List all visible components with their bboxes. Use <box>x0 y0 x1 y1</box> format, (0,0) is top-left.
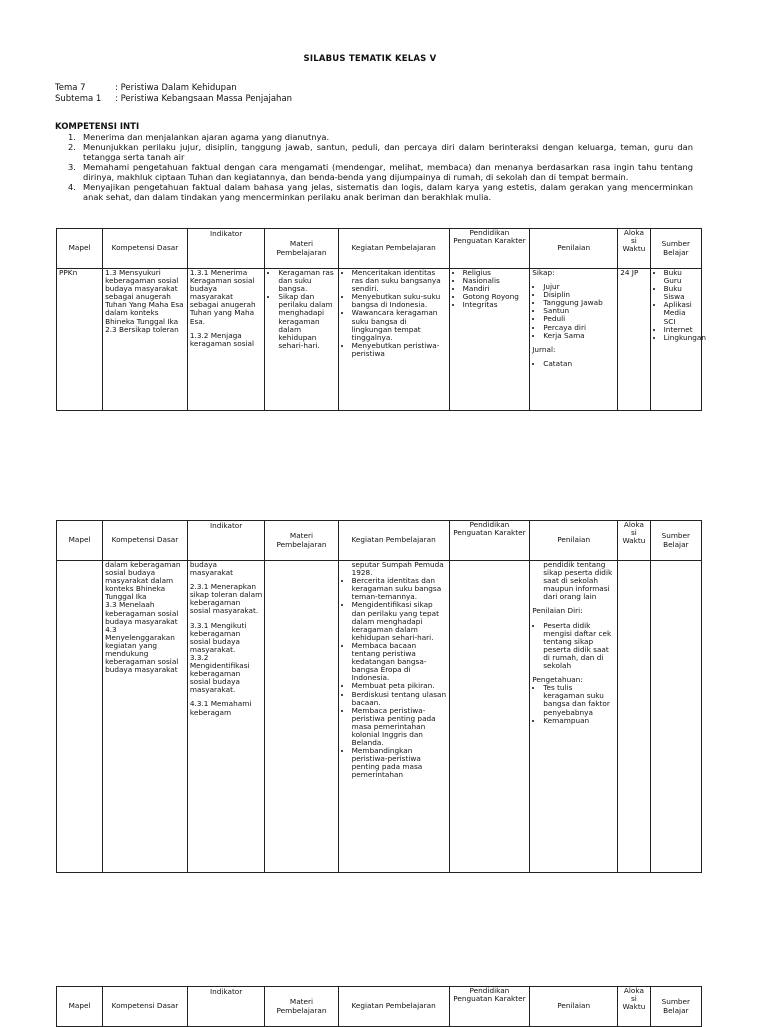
cell-alokasi <box>618 561 650 873</box>
meta-tema-key: Tema 7 <box>55 83 86 93</box>
ppk-item: • Nasionalis <box>463 277 528 285</box>
ppk-item: • Religius <box>463 269 528 277</box>
header-mapel: Mapel <box>57 987 103 1027</box>
cell-materi <box>265 561 338 873</box>
alokasi-text <box>620 561 647 871</box>
header-kd: Kompetensi Dasar <box>103 521 188 561</box>
kegiatan-item: • Menyebutkan peristiwa-peristiwa <box>352 342 447 358</box>
header-sumber: Sumber Belajar <box>650 987 701 1027</box>
ki-num: 1. <box>68 132 76 142</box>
ki-item <box>68 142 693 162</box>
kegiatan-item: • Wawancara keragaman suku bangsa di lingkungan tempat tinggalnya. <box>352 309 447 341</box>
penilaian-item: • Percaya diri <box>543 324 615 332</box>
sumber-item: • Lingkungan <box>664 334 699 342</box>
header-materi: Materi Pembelajaran <box>265 987 338 1027</box>
header-alokasi: Aloka si Waktu <box>618 521 650 561</box>
penilaian-diri-label: Penilaian Diri: <box>532 606 583 616</box>
cell-penilaian <box>530 561 618 873</box>
penilaian-item: • Kerja Sama <box>543 332 615 340</box>
header-alokasi: Aloka si Waktu <box>618 987 650 1027</box>
cell-kegiatan <box>338 561 449 873</box>
kegiatan-item: • Mengidentifikasi sikap dan perilaku yang tepat dalam menghadapi keragaman dalam kehidupan sehari-hari. <box>352 601 447 641</box>
ki-item <box>68 132 693 142</box>
header-materi: Materi Pembelajaran <box>265 521 338 561</box>
cell-sumber <box>650 268 706 411</box>
kd-item: 1.3 Mensyukuri keberagaman sosial budaya masyarakat sebagai anugerah Tuhan Yang Maha Esa dalam konteks Bhineka Tunggal Ika <box>105 268 184 326</box>
cell-mapel <box>57 561 103 873</box>
silabus-table-3 <box>56 986 702 1027</box>
ppk-item: • Gotong Royong <box>463 293 528 301</box>
mapel-text <box>59 561 100 871</box>
penilaian-item: • Tanggung Jawab <box>543 299 615 307</box>
ki-num: 4. <box>68 182 76 192</box>
silabus-table-2 <box>56 520 702 873</box>
indikator-item: 1.3.2 Menjaga keragaman sosial <box>189 330 255 348</box>
header-ppk: Pendidikan Penguatan Karakter <box>449 987 530 1027</box>
kompetensi-inti-list <box>68 132 693 202</box>
header-penilaian: Penilaian <box>530 229 618 269</box>
header-alokasi: Aloka si Waktu <box>618 229 650 269</box>
indikator-item: 3.3.1 Mengikuti keberagaman sosial budaya masyarakat. <box>189 620 247 654</box>
meta-subtema-value: : Peristiwa Kebangsaan Massa Penjajahan <box>115 94 293 104</box>
cell-mapel <box>57 269 103 411</box>
cell-alokasi <box>618 269 650 411</box>
penilaian-item: • Santun <box>543 307 615 315</box>
penilaian-item: • Catatan <box>543 360 615 368</box>
kegiatan-item: • Bercerita identitas dan keragaman suku bangsa teman-temannya. <box>352 577 447 601</box>
header-kegiatan: Kegiatan Pembelajaran <box>338 521 449 561</box>
penilaian-sikap-label: Sikap: <box>532 268 555 277</box>
kegiatan-item: • Menceritakan identitas ras dan suku bangsanya sendiri. <box>352 269 447 293</box>
cell-indikator <box>187 561 264 873</box>
header-kegiatan: Kegiatan Pembelajaran <box>338 987 449 1027</box>
header-indikator: Indikator <box>187 521 264 561</box>
kd-item: dalam keberagaman sosial budaya masyarakat dalam konteks Bhineka Tunggal Ika <box>105 560 181 602</box>
cell-kd <box>103 561 188 873</box>
materi-item: • Sikap dan perilaku dalam menghadapi keragaman dalam kehidupan sehari-hari. <box>278 293 335 350</box>
table-header-row <box>57 229 702 269</box>
kd-item: 3.3 Menelaah keberagaman sosial budaya masyarakat <box>105 600 179 626</box>
penilaian-intro: pendidik tentang sikap peserta didik saat di sekolah maupun informasi dari orang lain <box>543 560 613 602</box>
penilaian-item: • Peserta didik mengisi daftar cek tentang sikap peserta didik saat di rumah, dan di sekolah <box>543 622 615 671</box>
header-mapel: Mapel <box>57 521 103 561</box>
indikator-item: 4.3.1 Memahami keberagam <box>189 699 252 717</box>
kegiatan-item: • Menyebutkan suku-suku bangsa di Indonesia. <box>352 293 447 309</box>
table-row <box>57 561 702 873</box>
meta-subtema <box>55 94 292 104</box>
cell-kd <box>103 269 188 411</box>
kegiatan-item: • Membandingkan peristiwa-peristiwa penting pada masa pemerintahan <box>352 747 447 779</box>
table-header-row <box>57 987 702 1027</box>
ppk-item: • Integritas <box>463 301 528 309</box>
meta-tema-value: : Peristiwa Dalam Kehidupan <box>115 83 237 93</box>
sumber-item: • Buku Guru <box>664 269 699 285</box>
sumber-item: • Buku Siswa <box>664 285 699 301</box>
table-header-row <box>57 521 702 561</box>
penilaian-jurnal-label: Jurnal: <box>532 344 556 354</box>
cell-materi <box>265 269 338 411</box>
ki-num: 3. <box>68 162 76 172</box>
kegiatan-intro: seputar Sumpah Pemuda 1928. <box>351 560 444 578</box>
header-indikator: Indikator <box>187 987 264 1027</box>
cell-ppk <box>449 269 530 411</box>
silabus-table-1 <box>56 228 706 411</box>
ki-text: Memahami pengetahuan faktual dengan cara mengamati (mendengar, melihat, membaca) dan menanya berdasarkan rasa ingin tahu tentang dirinya, makhluk ciptaan Tuhan dan kegiatannya, dan benda-benda yang dijumpainya di rumah, di sekolah dan di tempat bermain. <box>83 162 693 182</box>
penilaian-item: • Disiplin <box>543 291 615 299</box>
mapel-text: PPKn <box>59 268 78 277</box>
indikator-item: 2.3.1 Menerapkan sikap toleran dalam keberagaman sosial masyarakat. <box>189 582 263 616</box>
header-penilaian: Penilaian <box>530 521 618 561</box>
table-row <box>57 269 702 411</box>
ki-num: 2. <box>68 142 76 152</box>
header-kd: Kompetensi Dasar <box>103 229 188 269</box>
header-kd: Kompetensi Dasar <box>103 987 188 1027</box>
ki-text: Menyajikan pengetahuan faktual dalam bahasa yang jelas, sistematis dan logis, dalam karya yang estetis, dalam gerakan yang mencerminkan anak sehat, dan dalam tindakan yang mencerminkan perilaku anak beriman dan berakhlak mulia. <box>83 182 693 202</box>
penilaian-item: • Jujur <box>543 283 615 291</box>
cell-indikator <box>187 269 264 411</box>
penilaian-item: • Peduli <box>543 315 615 323</box>
ki-text: Menerima dan menjalankan ajaran agama yang dianutnya. <box>83 132 330 142</box>
header-ppk: Pendidikan Penguatan Karakter <box>449 229 530 269</box>
header-materi: Materi Pembelajaran <box>265 229 338 269</box>
sumber-item: • Aplikasi Media SCI <box>664 301 699 325</box>
kegiatan-item: • Membaca peristiwa-peristiwa penting pada masa pemerintahan kolonial Inggris dan Belanda. <box>352 707 447 747</box>
kd-item: 4.3 Menyelenggarakan kegiatan yang mendukung keberagaman sosial budaya masyarakat <box>105 624 179 675</box>
alokasi-text: 24 JP <box>620 268 639 277</box>
indikator-item: 1.3.1 Menerima Keragaman sosial budaya masyarakat sebagai anugerah Tuhan yang Maha Esa. <box>189 268 256 326</box>
materi-item: • Keragaman ras dan suku bangsa. <box>278 269 335 293</box>
cell-penilaian <box>530 269 618 411</box>
header-ppk: Pendidikan Penguatan Karakter <box>449 521 530 561</box>
kegiatan-item: • Berdiskusi tentang ulasan bacaan. <box>352 691 447 707</box>
ki-text: Menunjukkan perilaku jujur, disiplin, tanggung jawab, santun, peduli, dan percaya diri dalam berinteraksi dengan keluarga, teman, guru dan tetangga serta tanah air <box>83 142 693 162</box>
kd-item: 2.3 Bersikap toleran <box>105 324 179 334</box>
document-title: SILABUS TEMATIK KELAS V <box>303 54 437 64</box>
header-sumber: Sumber Belajar <box>650 229 701 269</box>
kegiatan-item: • Membaca bacaan tentang peristiwa kedatangan bangsa-bangsa Eropa di Indonesia. <box>352 642 447 682</box>
pengetahuan-item: • Kemampuan <box>543 717 615 725</box>
cell-ppk <box>449 561 530 873</box>
cell-kegiatan <box>338 269 449 411</box>
header-penilaian: Penilaian <box>530 987 618 1027</box>
header-kegiatan: Kegiatan Pembelajaran <box>338 229 449 269</box>
meta-subtema-key: Subtema 1 <box>55 94 102 104</box>
pengetahuan-label: Pengetahuan: <box>532 675 583 685</box>
ki-item <box>68 162 693 182</box>
indikator-item: budaya masyarakat <box>189 560 233 578</box>
pengetahuan-item: • Tes tulis keragaman suku bangsa dan faktor penyebabnya <box>543 684 615 716</box>
kompetensi-inti-heading: KOMPETENSI INTI <box>55 122 140 132</box>
sumber-item: • Internet <box>664 326 699 334</box>
kegiatan-item: • Membuat peta pikiran. <box>352 682 447 690</box>
meta-tema <box>55 83 237 93</box>
header-mapel: Mapel <box>57 229 103 269</box>
header-indikator: Indikator <box>187 229 264 269</box>
ppk-item: • Mandiri <box>463 285 528 293</box>
cell-sumber <box>650 561 701 873</box>
ki-item <box>68 182 693 202</box>
indikator-item: 3.3.2 Mengidentifikasi keberagaman sosial budaya masyarakat. <box>189 652 250 695</box>
header-sumber: Sumber Belajar <box>650 521 701 561</box>
